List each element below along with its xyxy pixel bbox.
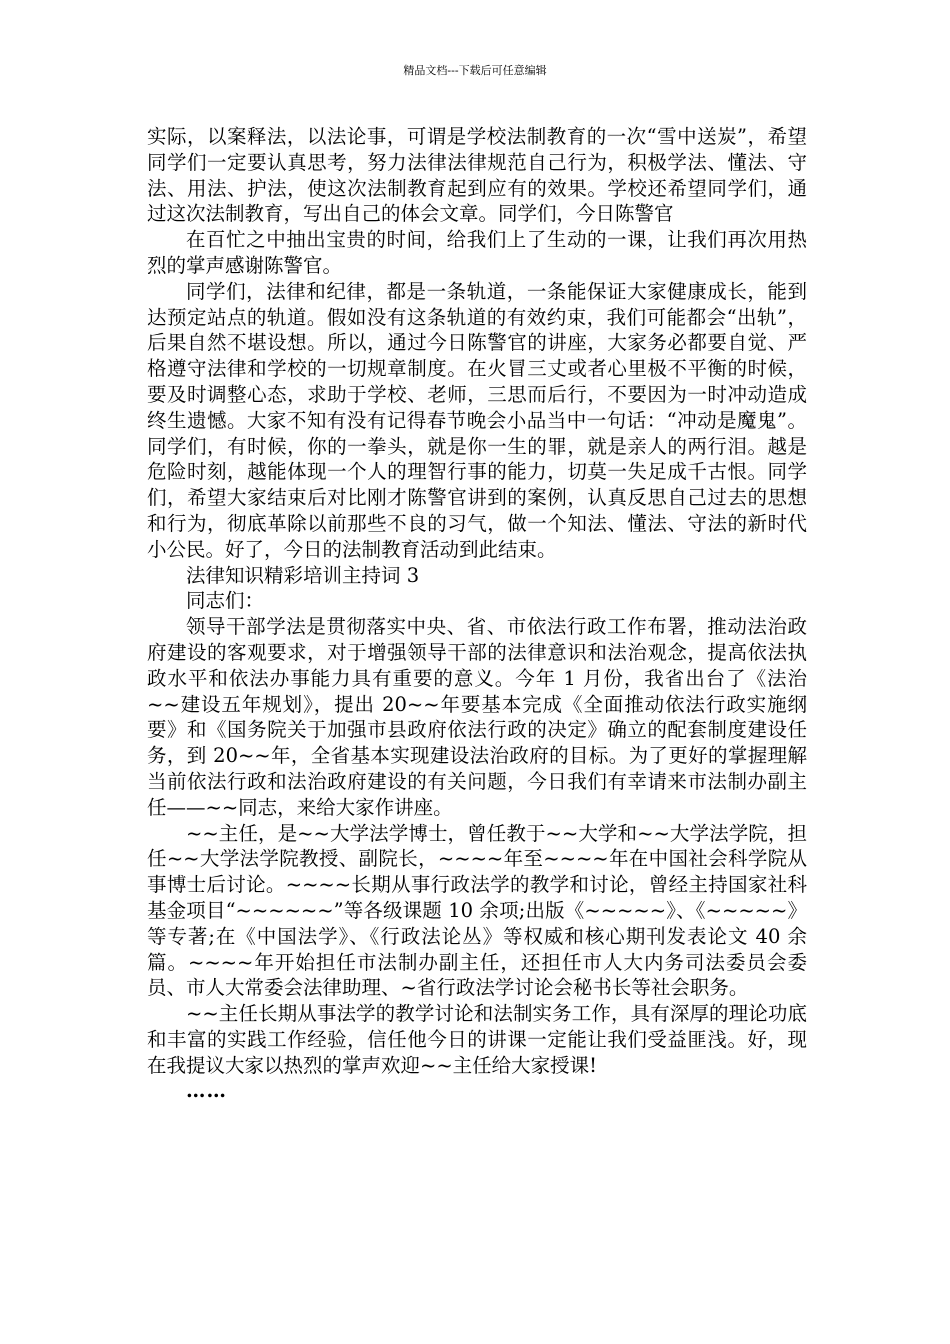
document-body [147, 124, 807, 1104]
paragraph: 同学们，法律和纪律，都是一条轨道，一条能保证大家健康成长，能到达预定站点的轨道。假如没有这条轨道的有效约束，我们可能都会“出轨”，后果自然不堪设想。所以，通过今日陈警官的讲座，大家务必都要自觉、严格遵守法律和学校的一切规章制度。在火冒三丈或者心里极不平衡的时候，要及时调整心态，求助于学校、老师，三思而后行，不要因为一时冲动造成终生遗憾。大家不知有没有记得春节晚会小品当中一句话：“冲动是魔鬼”。同学们，有时候，你的一拳头，就是你一生的罪，就是亲人的两行泪。越是危险时刻，越能体现一个人的理智行事的能力，切莫一失足成千古恨。同学们，希望大家结束后对比刚才陈警官讲到的案例，认真反思自己过去的思想和行为，彻底革除以前那些不良的习气，做一个知法、懂法、守法的新时代小公民。好了，今日的法制教育活动到此结束。 [147, 279, 807, 561]
paragraph: 领导干部学法是贯彻落实中央、省、市依法行政工作布署，推动法治政府建设的客观要求，对于增强领导干部的法律意识和法治观念，提高依法执政水平和依法办事能力具有重要的意义。今年 1 月份，我省出台了《法治~~建设五年规划》，提出 20~~年要基本完成《全面推动依法行政实施纲要》和《国务院关于加强市县政府依法行政的决定》确立的配套制度建设任务，到 20~~年，全省基本实现建设法治政府的目标。为了更好的掌握理解当前依法行政和法治政府建设的有关问题，今日我们有幸请来市法制办副主任——~~同志，来给大家作讲座。 [147, 615, 807, 819]
ellipsis: …… [186, 1079, 227, 1103]
paragraph: 实际，以案释法，以法论事，可谓是学校法制教育的一次“雪中送炭”，希望同学们一定要认真思考，努力法律法律规范自己行为，积极学法、懂法、守法、用法、护法，使这次法制教育起到应有的效果。学校还希望同学们，通过这次法制教育，写出自己的体会文章。同学们，今日陈警官 [147, 125, 807, 226]
paragraph: 在百忙之中抽出宝贵的时间，给我们上了生动的一课，让我们再次用热烈的掌声感谢陈警官。 [147, 228, 807, 277]
salutation: 同志们： [186, 589, 265, 613]
section-title: 法律知识精彩培训主持词 3 [186, 563, 420, 587]
page-header: 精品文档---下载后可任意编辑 [403, 64, 547, 77]
paragraph: ~~主任，是~~大学法学博士，曾任教于~~大学和~~大学法学院，担任~~大学法学院教授、副院长，~~~~年至~~~~年在中国社会科学院从事博士后讨论。~~~~长期从事行政法学的教学和讨论，曾经主持国家社科基金项目“~~~~~~”等各级课题 10 余项;出版《~~~~~》、《~~~~~》等专著;在《中国法学》、《行政法论丛》等权威和核心期刊发表论文 40 余篇。~~~~年开始担任市法制办副主任，还担任市人大内务司法委员会委员、市人大常委会法律助理、~省行政法学讨论会秘书长等社会职务。 [147, 821, 807, 1000]
paragraph: ~~主任长期从事法学的教学讨论和法制实务工作，具有深厚的理论功底和丰富的实践工作经验，信任他今日的讲课一定能让我们受益匪浅。好，现在我提议大家以热烈的掌声欢迎~~主任给大家授课! [147, 1002, 807, 1077]
